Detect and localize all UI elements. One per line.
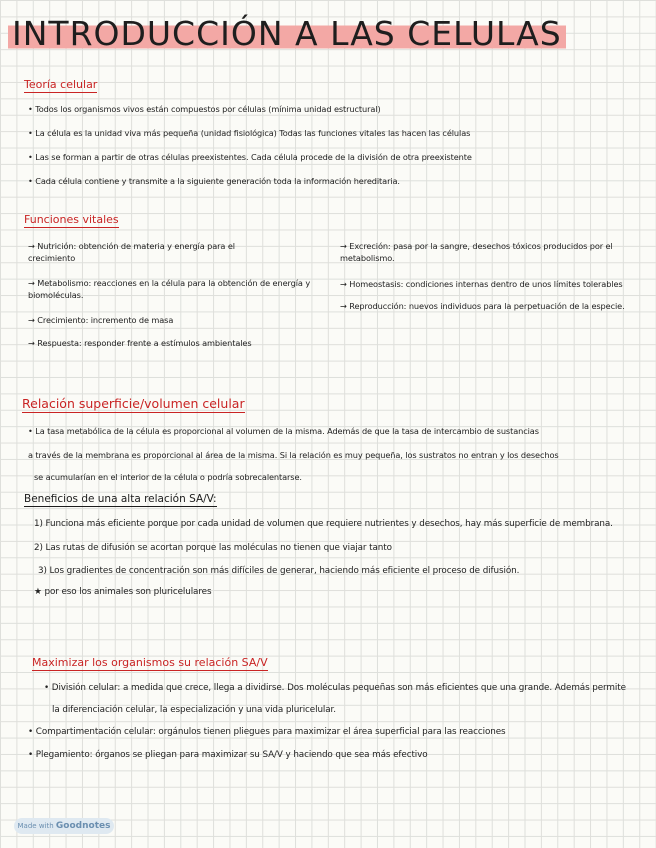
beneficio-item: 2) Las rutas de difusión se acortan porque las moléculas no tienen que viajar tanto — [34, 543, 392, 553]
funciones-left-item: → Metabolismo: reacciones en la célula para la obtención de energía y biomoléculas. — [28, 278, 311, 300]
maximizar-line: • División celular: a medida que crece, llega a dividirse. Dos moléculas pequeñas son más eficientes que una grande. Además permite — [44, 683, 626, 693]
teoria-item: • Todos los organismos vivos están compuestos por células (mínima unidad estructural) — [28, 104, 381, 114]
funciones-left-item: → Crecimiento: incremento de masa — [28, 315, 174, 325]
relacion-line: • La tasa metabólica de la célula es proporcional al volumen de la misma. Además de que la tasa de intercambio de sustancias — [28, 426, 539, 436]
funciones-left-item: → Respuesta: responder frente a estímulos ambientales — [28, 338, 252, 348]
relacion-heading: Relación superficie/volumen celular — [22, 396, 245, 411]
beneficios-heading: Beneficios de una alta relación SA/V: — [24, 493, 217, 505]
funciones-left-item: → Nutrición: obtención de materia y energía para el crecimiento — [28, 241, 235, 263]
badge-prefix: Made with — [17, 822, 54, 830]
maximizar-line: • Compartimentación celular: orgánulos tienen pliegues para maximizar el área superficial para las reacciones — [28, 727, 506, 737]
beneficio-item: 1) Funciona más eficiente porque por cada unidad de volumen que requiere nutrientes y desechos, hay más superficie de membrana. — [34, 519, 613, 529]
relacion-line: se acumularían en el interior de la célula o podría sobrecalentarse. — [34, 472, 302, 482]
funciones-right-item: → Excreción: pasa por la sangre, desechos tóxicos producidos por el metabolismo. — [340, 241, 613, 263]
made-with-badge[interactable] — [14, 818, 114, 834]
maximizar-line: • Plegamiento: órganos se pliegan para maximizar su SA/V y haciendo que sea más efectivo — [28, 750, 428, 760]
funciones-heading: Funciones vitales — [24, 213, 119, 226]
beneficio-note: ★ por eso los animales son pluricelulares — [34, 587, 212, 597]
page-title-text: INTRODUCCIÓN A LAS CELULAS — [8, 14, 566, 53]
page-title — [8, 8, 648, 60]
maximizar-line: la diferenciación celular, la especialización y una vida pluricelular. — [52, 705, 336, 715]
funciones-right-item: → Homeostasis: condiciones internas dentro de unos límites tolerables — [340, 279, 623, 289]
teoria-heading: Teoría celular — [24, 78, 98, 91]
relacion-line: a través de la membrana es proporcional al área de la misma. Si la relación es muy pequeña, los sustratos no entran y los desechos — [28, 450, 559, 460]
funciones-right-item: → Reproducción: nuevos individuos para la perpetuación de la especie. — [340, 301, 625, 311]
maximizar-heading: Maximizar los organismos su relación SA/V — [32, 656, 268, 669]
teoria-item: • La célula es la unidad viva más pequeña (unidad fisiológica) Todas las funciones vitales las hacen las células — [28, 128, 471, 138]
teoria-item: • Cada célula contiene y transmite a la siguiente generación toda la información hereditaria. — [28, 176, 400, 186]
beneficio-item: 3) Los gradientes de concentración son más difíciles de generar, haciendo más eficiente el proceso de difusión. — [38, 566, 520, 576]
teoria-item: • Las se forman a partir de otras células preexistentes. Cada célula procede de la división de otra preexistente — [28, 152, 472, 162]
badge-brand: Goodnotes — [55, 821, 111, 831]
